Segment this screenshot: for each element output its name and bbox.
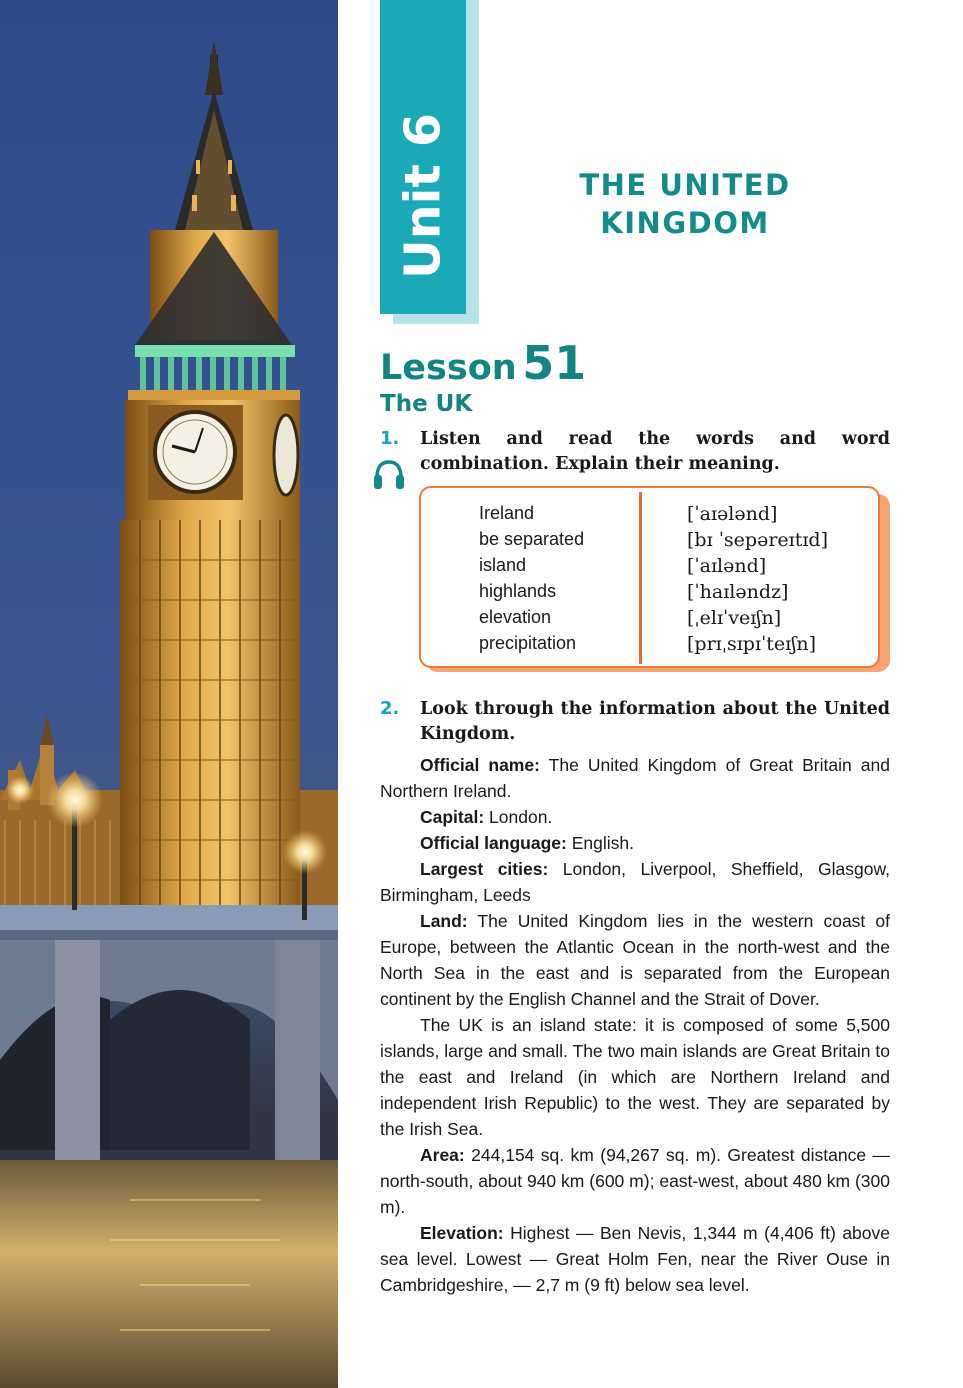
vocab-transcription: [ˌelɪˈveɪʃn] xyxy=(687,607,782,629)
info-paragraph xyxy=(380,1012,890,1142)
vocab-word: highlands xyxy=(479,581,557,601)
vocab-word: be separated xyxy=(479,529,585,549)
info-label: Official name: xyxy=(420,755,540,775)
info-label: Largest cities: xyxy=(420,859,549,879)
task-2-instruction: Look through the information about the United Kingdom. xyxy=(420,699,890,744)
info-text: The UK is an island state: it is composed of some 5,500 islands, large and small. The two main islands are Great Britain to the east and Ireland (in which are Northern Ireland and independent Irish Republic) to the west. They are separated by the Irish Sea. xyxy=(380,1015,890,1139)
lesson-subtitle: The UK xyxy=(380,391,473,417)
vocab-word: precipitation xyxy=(479,633,577,653)
info-text: London, Liverpool, Sheffield, Glasgow, Birmingham, Leeds xyxy=(380,859,890,905)
task-1-instruction: Listen and read the words and word combination. Explain their meaning. xyxy=(420,429,890,474)
vocab-transcription: [ˈaɪələnd] xyxy=(687,503,778,525)
info-label: Official language: xyxy=(420,833,567,853)
headphones-icon[interactable] xyxy=(372,458,406,490)
info-text: London. xyxy=(484,807,553,827)
unit-title: THE UNITED KINGDOM xyxy=(579,168,791,240)
vocab-transcription: [ˈaɪlənd] xyxy=(687,555,767,577)
info-text: Highest — Ben Nevis, 1,344 m (4,406 ft) above sea level. Lowest — Great Holm Fen, near the River Ouse in Cambridgeshire, — 2,7 m (9 ft) below sea level. xyxy=(380,1223,890,1295)
info-label: Elevation: xyxy=(420,1223,504,1243)
lesson-word: Lesson xyxy=(380,348,517,388)
info-label: Land: xyxy=(420,911,468,931)
info-paragraph xyxy=(380,804,890,830)
info-text: The United Kingdom lies in the western coast of Europe, between the Atlantic Ocean in the north-west and the North Sea in the east and is separated from the European continent by the English Channel and the Strait of Dover. xyxy=(380,911,890,1009)
info-paragraph xyxy=(380,1142,890,1220)
task-1-number: 1. xyxy=(380,428,400,449)
info-text: The United Kingdom of Great Britain and Northern Ireland. xyxy=(380,755,890,801)
lesson-heading xyxy=(380,336,586,390)
info-text: English. xyxy=(566,833,634,853)
vocab-word: elevation xyxy=(479,607,552,627)
uk-information xyxy=(380,752,890,1298)
vocab-transcription: [ˈhaɪləndz] xyxy=(687,581,789,603)
info-paragraph xyxy=(380,856,890,908)
vocab-transcription: [prɪˌsɪpɪˈteɪʃn] xyxy=(687,633,817,655)
vocab-transcription: [bɪ ˈsepəreɪtɪd] xyxy=(687,529,829,551)
task-2-number: 2. xyxy=(380,698,400,719)
vocab-word: Ireland xyxy=(479,503,535,523)
unit-label: Unit 6 xyxy=(394,112,452,280)
vocab-word: island xyxy=(479,555,527,575)
info-paragraph xyxy=(380,830,890,856)
info-paragraph xyxy=(380,752,890,804)
lesson-number: 51 xyxy=(522,336,587,390)
info-text: 244,154 sq. km (94,267 sq. m). Greatest distance — north-south, about 940 km (600 m); east-west, about 480 km (300 m). xyxy=(380,1145,890,1217)
vocabulary-words xyxy=(479,500,584,656)
info-label: Area: xyxy=(420,1145,465,1165)
vocabulary-divider xyxy=(639,492,642,664)
vocabulary-transcriptions xyxy=(687,501,828,657)
info-paragraph xyxy=(380,1220,890,1298)
info-label: Capital: xyxy=(420,807,485,827)
info-paragraph xyxy=(380,908,890,1012)
big-ben-photo xyxy=(0,0,338,1388)
